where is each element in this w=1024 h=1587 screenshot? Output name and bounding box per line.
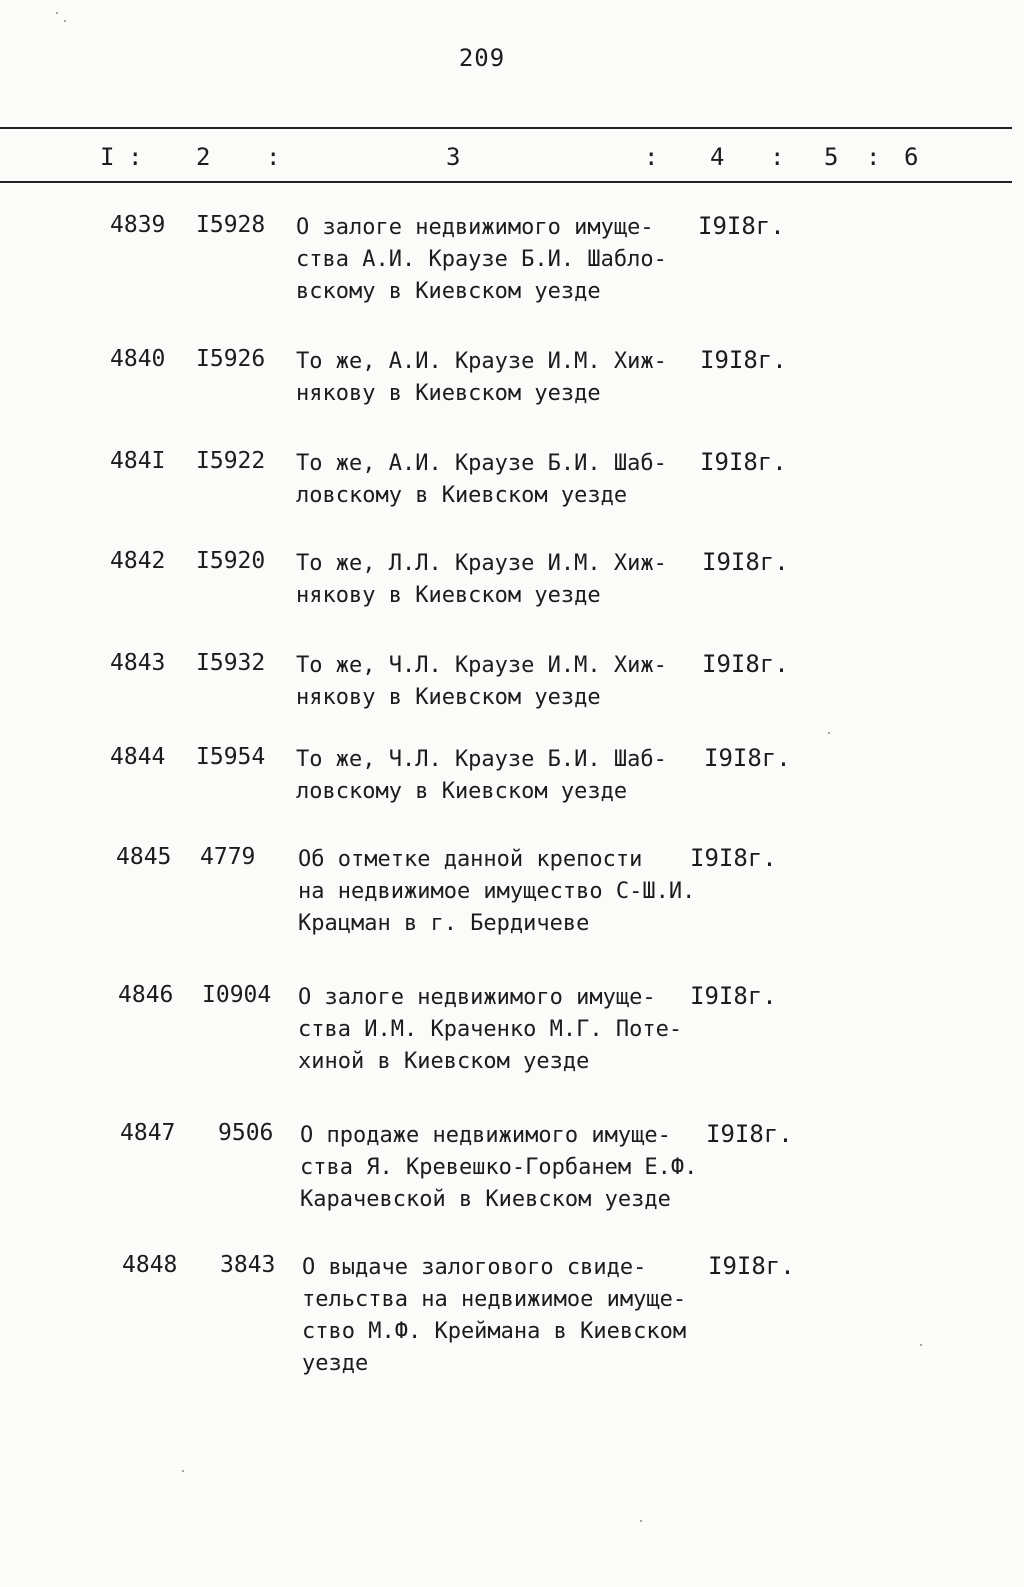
file-number: 4779 — [200, 844, 256, 870]
record-year: I9I8г. — [706, 1120, 793, 1148]
header-bottom-rule — [0, 181, 1012, 183]
column-separator: : — [644, 143, 659, 171]
record-year: I9I8г. — [702, 548, 789, 576]
record-year: I9I8г. — [690, 844, 777, 872]
column-separator: : — [128, 143, 143, 171]
record-number: 4840 — [110, 346, 166, 372]
record-number: 4842 — [110, 548, 166, 574]
record-year: I9I8г. — [708, 1252, 795, 1280]
record-description: О залоге недвижимого имуще- ства И.М. Краченко М.Г. Поте- хиной в Киевском уезде — [298, 985, 683, 1074]
record-description: То же, Ч.Л. Краузе И.М. Хиж- някову в Киевском уезде — [296, 653, 667, 710]
record-number: 4848 — [122, 1252, 178, 1278]
record-description: О продаже недвижимого имуще- ства Я. Кревешко-Горбанем Е.Ф. Карачевской в Киевском уезде — [300, 1123, 698, 1212]
file-number: I5926 — [196, 346, 266, 372]
record-number: 4843 — [110, 650, 166, 676]
column-separator: : — [266, 143, 281, 171]
scan-speck — [56, 12, 58, 14]
column-header-5: 5 — [824, 143, 839, 171]
record-number: 484I — [110, 448, 166, 474]
record-description: То же, А.И. Краузе Б.И. Шаб- ловскому в Киевском уезде — [296, 451, 667, 508]
column-separator: : — [866, 143, 881, 171]
scan-speck — [182, 1470, 184, 1472]
scan-speck — [640, 1520, 642, 1522]
column-header-1: I — [100, 143, 115, 171]
record-year: I9I8г. — [702, 650, 789, 678]
column-header-6: 6 — [904, 143, 919, 171]
record-year: I9I8г. — [704, 744, 791, 772]
record-number: 4844 — [110, 744, 166, 770]
file-number: 3843 — [220, 1252, 276, 1278]
column-header-2: 2 — [196, 143, 211, 171]
scan-speck — [920, 1344, 922, 1346]
file-number: I5932 — [196, 650, 266, 676]
file-number: I5920 — [196, 548, 266, 574]
scan-speck — [64, 20, 66, 22]
record-number: 4847 — [120, 1120, 176, 1146]
column-header-3: 3 — [446, 143, 461, 171]
file-number: I5922 — [196, 448, 266, 474]
record-year: I9I8г. — [698, 212, 785, 240]
column-header-4: 4 — [710, 143, 725, 171]
file-number: 9506 — [218, 1120, 274, 1146]
record-description: То же, Ч.Л. Краузе Б.И. Шаб- ловскому в Киевском уезде — [296, 747, 667, 804]
column-separator: : — [770, 143, 785, 171]
file-number: I5954 — [196, 744, 266, 770]
record-year: I9I8г. — [700, 448, 787, 476]
record-number: 4845 — [116, 844, 172, 870]
scan-speck — [828, 732, 830, 734]
record-number: 4839 — [110, 212, 166, 238]
record-description: То же, Л.Л. Краузе И.М. Хиж- някову в Киевском уезде — [296, 551, 667, 608]
record-description: Об отметке данной крепости на недвижимое имущество С-Ш.И. Крацман в г. Бердичеве — [298, 847, 696, 936]
file-number: I5928 — [196, 212, 266, 238]
file-number: I0904 — [202, 982, 272, 1008]
page-number: 209 — [458, 44, 506, 72]
record-description: О залоге недвижимого имуще- ства А.И. Краузе Б.И. Шабло- вскому в Киевском уезде — [296, 215, 667, 304]
record-number: 4846 — [118, 982, 174, 1008]
record-year: I9I8г. — [690, 982, 777, 1010]
record-description: То же, А.И. Краузе И.М. Хиж- някову в Киевском уезде — [296, 349, 667, 406]
header-top-rule — [0, 127, 1012, 129]
record-year: I9I8г. — [700, 346, 787, 374]
record-description: О выдаче залогового свиде- тельства на недвижимое имуще- ство М.Ф. Креймана в Киевском уезде — [302, 1255, 687, 1376]
